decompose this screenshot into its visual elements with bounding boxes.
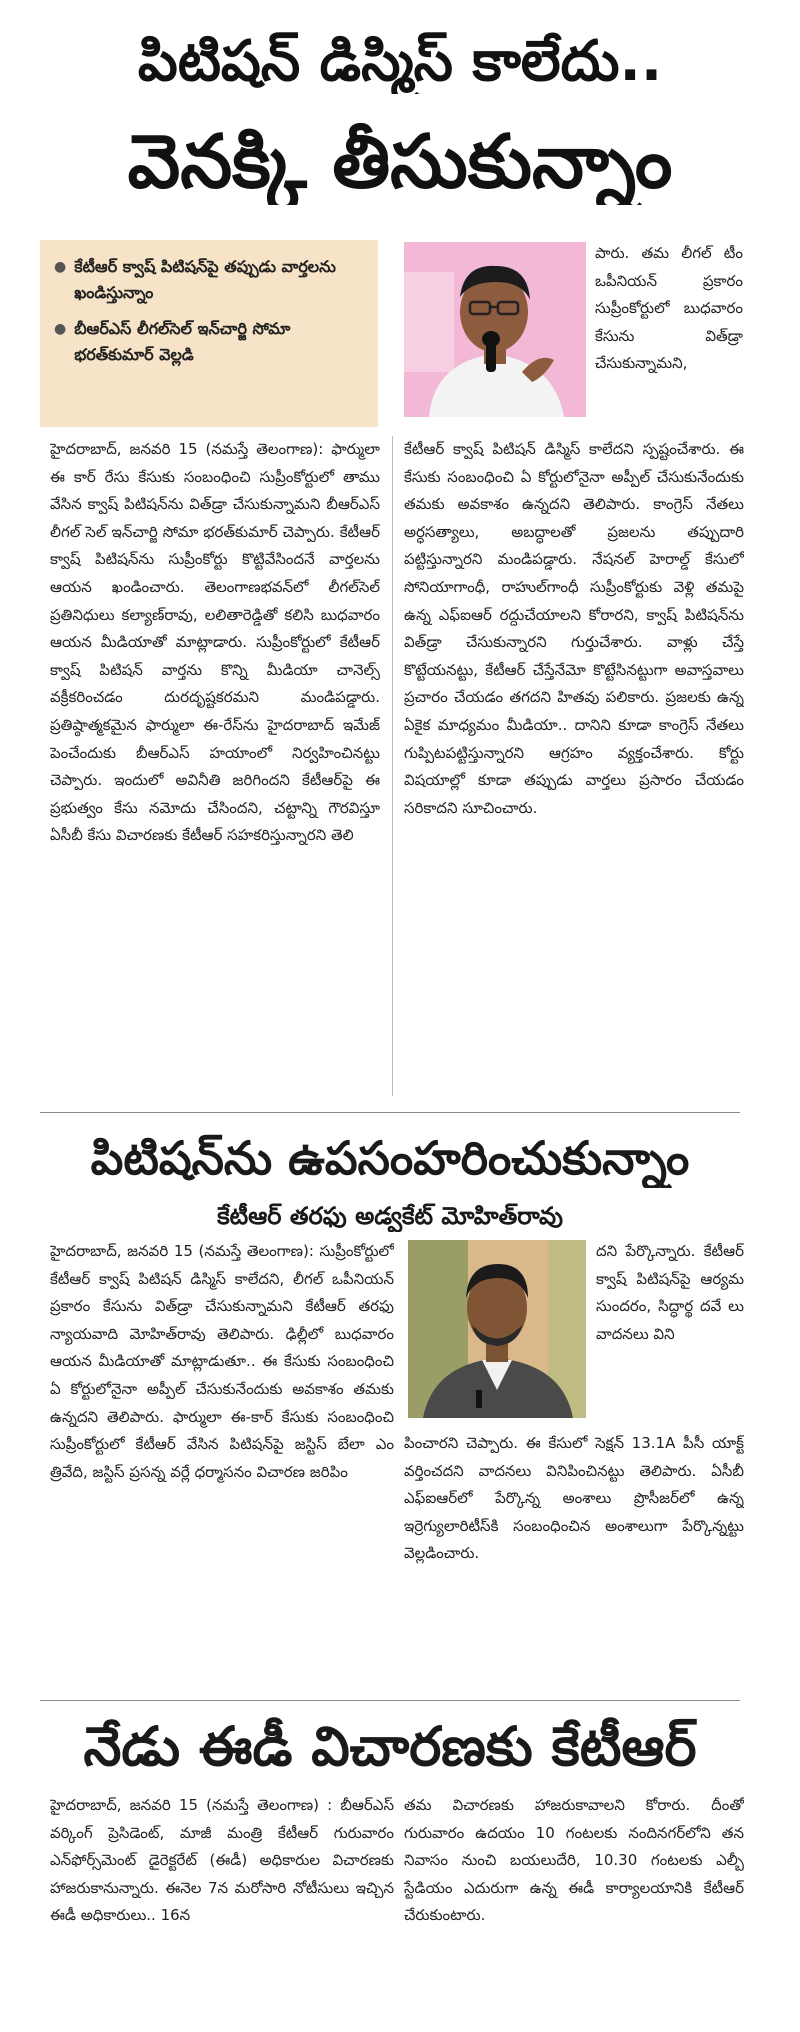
article1-col1-text: హైదరాబాద్, జనవరి 15 (నమస్తే తెలంగాణ): ఫార్ములా ఈ కార్ రేసు కేసుకు సంబంధించి సుప్రీంకోర్టులో తాము వేసిన క్వాష్ పిటిషన్‌ను విత్‌డ్రా చేసుకున్నామని బీఆర్ఎస్ లీగల్ సెల్ ఇన్‌చార్జి సోమా భరత్‌కుమార్ చెప్పారు. కేటీఆర్ క్వాష్ పిటిషన్‌ను సుప్రీంకోర్టు కొట్టివేసిందనే వార్తలను ఆయన ఖండించారు. తెలంగాణభవన్‌లో లీగల్‌సెల్ ప్రతినిధులు కల్యాణ్‌రావు, లలితారెడ్డితో కలిసి బుధవారం ఆయన మీడియాతో మాట్లాడారు. సుప్రీంకోర్టులో కేటీఆర్ క్వాష్ పిటిషన్ వార్తను కొన్ని మీడియా చానెల్స్ వక్రీకరించడం దురదృష్టకరమని మండిపడ్డారు. ప్రతిష్ఠాత్మకమైన ఫార్ములా ఈ-రేస్‌ను హైదరాబాద్ ఇమేజ్ పెంచేందుకు బీఆర్ఎస్ హయాంలో నిర్వహించినట్టు చెప్పారు. ఇందులో అవినీతి జరిగిందని కేటీఆర్‌పై ఈ ప్రభుత్వం కేసు నమోదు చేసిందని, చట్టాన్ని గౌరవిస్తూ ఏసీబీ కేసు విచారణకు కేటీఆర్ సహకరిస్తున్నారని తెలి bbox=[50, 440, 380, 845]
advocate-photo-illustration bbox=[408, 1240, 586, 1418]
highlight-bullet-text: బీఆర్ఎస్ లీగల్‌సెల్ ఇన్‌చార్జి సోమా భరత్‌కుమార్ వెల్లడి bbox=[74, 319, 291, 364]
bullet-icon: ● bbox=[54, 259, 67, 275]
article1-column-1 bbox=[50, 436, 380, 1098]
article2-column-1 bbox=[50, 1238, 394, 1684]
article2-subhead: కేటీఆర్ తరఫు అడ్వకేట్ మోహిత్‌రావు bbox=[217, 1202, 563, 1230]
article1-highlight-box bbox=[40, 240, 378, 427]
section-divider bbox=[40, 1700, 740, 1701]
highlight-bullet bbox=[54, 254, 366, 306]
speaker-photo bbox=[404, 242, 586, 417]
article3-col2-text: తమ విచారణకు హాజరుకావాలని కోరారు. దీంతో గురువారం ఉదయం 10 గంటలకు నందినగర్‌లోని తన నివాసం నుంచి బయలుదేరి, 10.30 గంటలకు ఎల్బీ స్టేడియం ఎదురుగా ఉన్న ఈడీ కార్యాలయానికి కేటీఆర్ చేరుకుంటారు. bbox=[404, 1796, 744, 1925]
article1-headline-line2: వెనక్కి తీసుకున్నాం bbox=[127, 120, 673, 205]
advocate-photo bbox=[408, 1240, 586, 1418]
article2-headline: పిటిషన్‌ను ఉపసంహరించుకున్నాం bbox=[90, 1131, 690, 1185]
section-divider bbox=[40, 1112, 740, 1113]
article3-col1-text: హైదరాబాద్, జనవరి 15 (నమస్తే తెలంగాణ) : బీఆర్ఎస్ వర్కింగ్ ప్రెసిడెంట్, మాజీ మంత్రి కేటీఆర్ గురువారం ఎన్‌ఫోర్స్‌మెంట్ డైరెక్టరేట్ (ఈడీ) అధికారుల విచారణకు హాజరుకానున్నారు. ఈనెల 7న మరోసారి నోటీసులు ఇచ్చిన ఈడీ అధికారులు.. 16న bbox=[50, 1796, 394, 1925]
article3-column-2 bbox=[404, 1792, 744, 2014]
speaker-photo-illustration bbox=[404, 242, 586, 417]
article1-headline-line1: పిటిషన్ డిస్మిస్ కాలేదు.. bbox=[137, 30, 663, 94]
article3-column-1 bbox=[50, 1792, 394, 2014]
article1-col2-top-text: పారు. తమ లీగల్ టీం ఒపీనియన్ ప్రకారం సుప్రీంకోర్టులో బుధవారం కేసును విత్‌డ్రా చేసుకున్నామని, bbox=[595, 244, 743, 373]
article2-column-2 bbox=[404, 1430, 744, 1686]
article3-headline: నేడు ఈడీ విచారణకు కేటీఆర్ bbox=[83, 1715, 697, 1778]
article1-col2-text: కేటీఆర్ క్వాష్ పిటిషన్ డిస్మిస్ కాలేదని స్పష్టంచేశారు. ఈ కేసుకు సంబంధించి ఏ కోర్టులోనైనా అప్పీల్ చేసుకునేందుకు తమకు అవకాశం ఉన్నదని తెలిపారు. కాంగ్రెస్ నేతలు అర్ధసత్యాలు, అబద్ధాలతో ప్రజలను తప్పుదారి పట్టిస్తున్నారని మండిపడ్డారు. నేషనల్ హెరాల్డ్ కేసులో సోనియాగాంధీ, రాహుల్‌గాంధీ సుప్రీంకోర్టుకు వెళ్లి తమపై ఉన్న ఎఫ్ఐఆర్ రద్దుచేయాలని కోరారని, క్వాష్ పిటిషన్‌ను విత్‌డ్రా చేసుకున్నారని గుర్తుచేశారు. వాళ్లు చేస్తే కొట్టేయనట్టు, కేటీఆర్ చేస్తేనేమో కొట్టేసినట్టుగా అవాస్తవాలు ప్రచారం చేయడం తగదని హితవు పలికారు. ప్రజలకు ఉన్న ఏకైక మాధ్యమం మీడియా.. దానిని కూడా కాంగ్రెస్ నేతలు గుప్పిటపట్టిస్తున్నారని ఆగ్రహం వ్యక్తంచేశారు. కోర్టు విషయాల్లో కూడా తప్పుడు వార్తలు ప్రసారం చేయడం సరికాదని సూచించారు. bbox=[404, 440, 744, 817]
bullet-icon: ● bbox=[54, 321, 67, 337]
article1-column-2-top bbox=[595, 240, 743, 436]
article2-column-2-top bbox=[596, 1238, 744, 1430]
article1-column-2 bbox=[404, 436, 744, 1098]
highlight-bullet bbox=[54, 316, 366, 368]
article2-col2-text: పించారని చెప్పారు. ఈ కేసులో సెక్షన్ 13.1A పీసీ యాక్ట్ వర్తించదని వాదనలు వినిపించినట్టు తెలిపారు. ఏసీబీ ఎఫ్ఐఆర్‌లో పేర్కొన్న అంశాలు ప్రొసీజర్‌లో ఉన్న ఇర్రెగ్యులారిటీస్‌కి సంబంధించిన అంశాలుగా పేర్కొన్నట్టు వెల్లడించారు. bbox=[404, 1434, 744, 1563]
highlight-bullet-text: కేటీఆర్ క్వాష్ పిటిషన్‌పై తప్పుడు వార్తలను ఖండిస్తున్నాం bbox=[74, 257, 336, 302]
article2-col1-text: హైదరాబాద్, జనవరి 15 (నమస్తే తెలంగాణ): సుప్రీంకోర్టులో కేటీఆర్ క్వాష్ పిటిషన్ డిస్మిస్ కాలేదని, లీగల్ ఒపీనియన్ ప్రకారం కేసును విత్‌డ్రా చేసుకున్నామని కేటీఆర్ తరఫు న్యాయవాది మోహిత్‌రావు తెలిపారు. ఢిల్లీలో బుధవారం ఆయన మీడియాతో మాట్లాడుతూ.. ఈ కేసుకు సంబంధించి ఏ కోర్టులోనైనా అప్పీల్ చేసుకునేందుకు అవకాశం తమకు ఉన్నదని తెలిపారు. ఫార్ములా ఈ-కార్ కేసుకు సంబంధించి సుప్రీంకోర్టులో కేటీఆర్ వేసిన పిటిషన్‌పై జస్టిస్ బేలా ఎం త్రివేది, జస్టిస్ ప్రసన్న వర్లే ధర్మాసనం విచారణ జరిపిం bbox=[50, 1242, 394, 1481]
article2-col2-top-text: దని పేర్కొన్నారు. కేటీఆర్ క్వాష్ పిటిషన్‌పై ఆర్యమ సుందరం, సిద్ధార్థ దవే లు వాదనలు విని bbox=[596, 1242, 744, 1343]
column-divider bbox=[392, 436, 393, 1096]
